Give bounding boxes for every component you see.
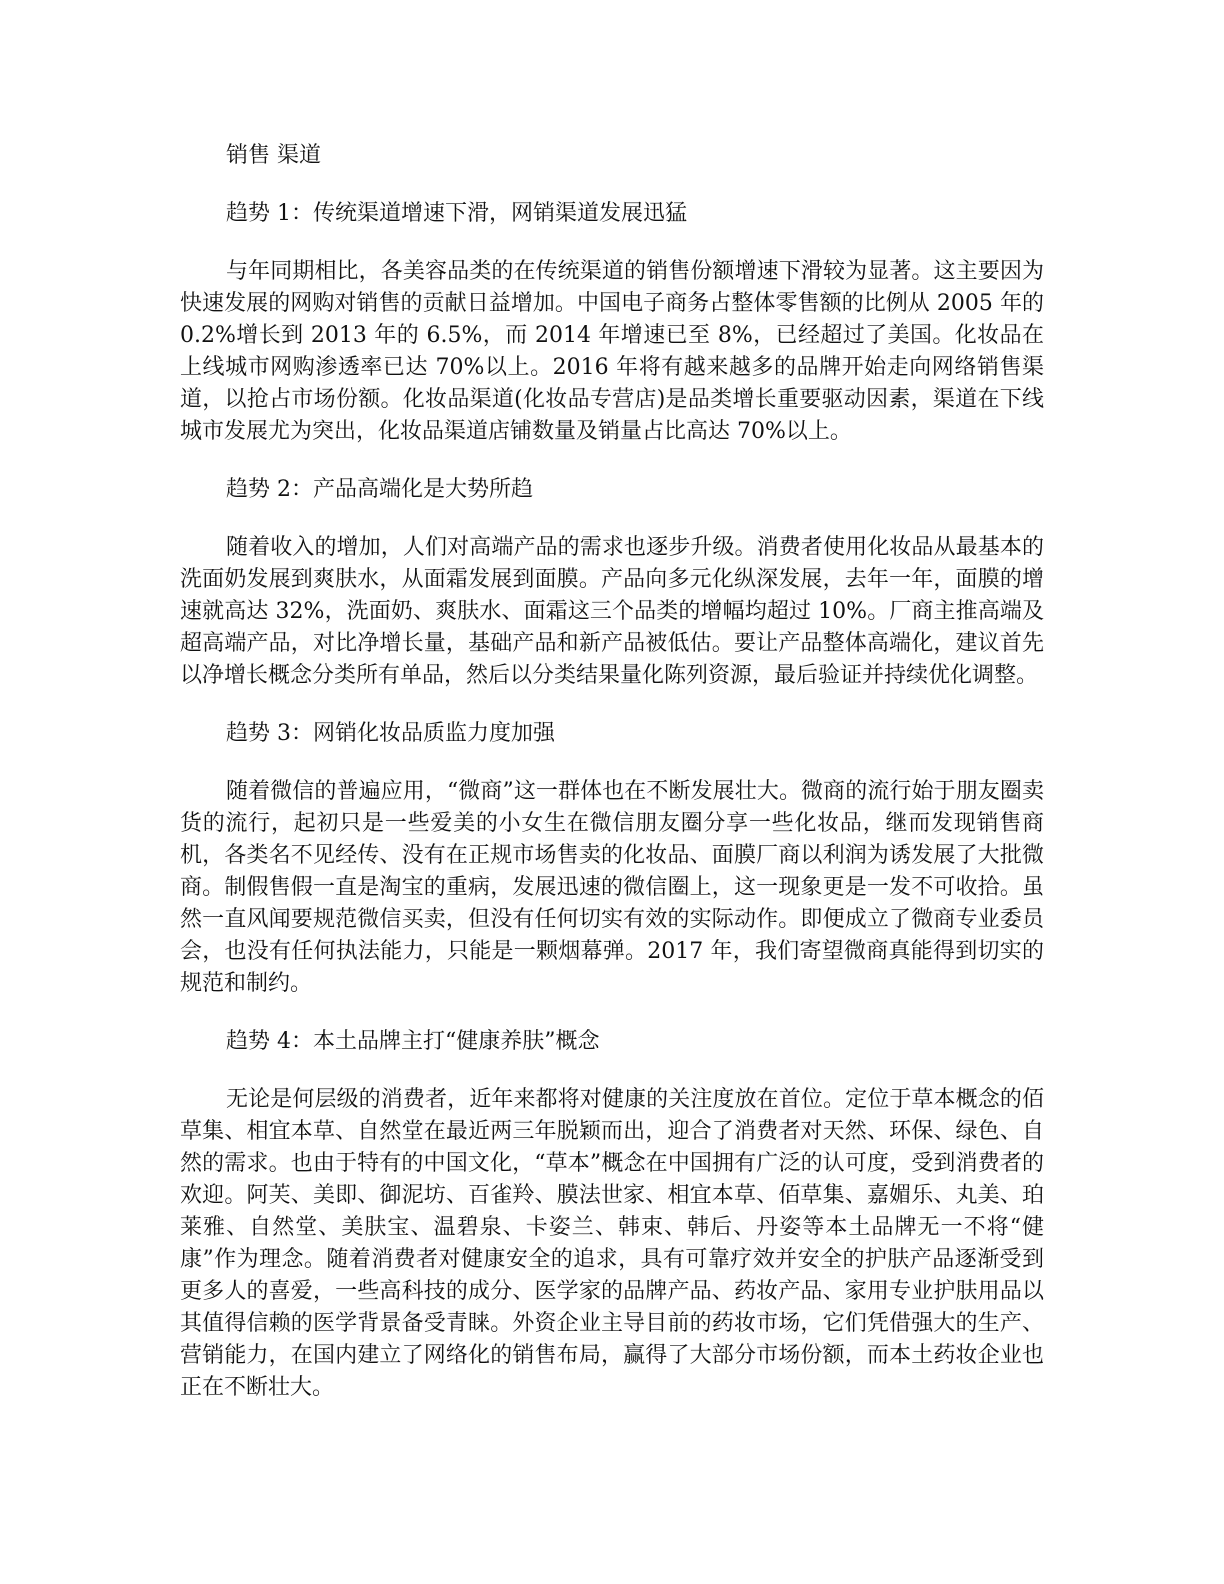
trend-1-body: 与年同期相比，各美容品类的在传统渠道的销售份额增速下滑较为显著。这主要因为快速发展的网购对销售的贡献日益增加。中国电子商务占整体零售额的比例从 2005 年的 0.2%增长到 2013 年的 6.5%，而 2014 年增速已至 8%，已经超过了美国。化妆品在上线城市网购渗透率已达 70%以上。2016 年将有越来越多的品牌开始走向网络销售渠道，以抢占市场份额。化妆品渠道(化妆品专营店)是品类增长重要驱动因素，渠道在下线城市发展尤为突出，化妆品渠道店铺数量及销量占比高达 70%以上。 [180, 259, 1044, 444]
trend-2-heading: 趋势 2：产品高端化是大势所趋 [226, 477, 533, 502]
trend-3-body: 随着微信的普遍应用，“微商”这一群体也在不断发展壮大。微商的流行始于朋友圈卖货的流行，起初只是一些爱美的小女生在微信朋友圈分享一些化妆品，继而发现销售商机，各类名不见经传、没有在正规市场售卖的化妆品、面膜厂商以利润为诱发展了大批微商。制假售假一直是淘宝的重病，发展迅速的微信圈上，这一现象更是一发不可收拾。虽然一直风闻要规范微信买卖，但没有任何切实有效的实际动作。即便成立了微商专业委员会，也没有任何执法能力，只能是一颗烟幕弹。2017 年，我们寄望微商真能得到切实的规范和制约。 [180, 779, 1044, 996]
trend-4-body: 无论是何层级的消费者，近年来都将对健康的关注度放在首位。定位于草本概念的佰草集、相宜本草、自然堂在最近两三年脱颖而出，迎合了消费者对天然、环保、绿色、自然的需求。也由于特有的中国文化，“草本”概念在中国拥有广泛的认可度，受到消费者的欢迎。阿芙、美即、御泥坊、百雀羚、膜法世家、相宜本草、佰草集、嘉媚乐、丸美、珀莱雅、自然堂、美肤宝、温碧泉、卡姿兰、韩束、韩后、丹姿等本土品牌无一不将“健康”作为理念。随着消费者对健康安全的追求，具有可靠疗效并安全的护肤产品逐渐受到更多人的喜爱，一些高科技的成分、医学家的品牌产品、药妆产品、家用专业护肤用品以其值得信赖的医学背景备受青睐。外资企业主导目前的药妆市场，它们凭借强大的生产、营销能力，在国内建立了网络化的销售布局，赢得了大部分市场份额，而本土药妆企业也正在不断壮大。 [180, 1087, 1044, 1400]
trend-4-heading: 趋势 4：本土品牌主打“健康养肤”概念 [226, 1029, 600, 1054]
trend-1-heading: 趋势 1：传统渠道增速下滑，网销渠道发展迅猛 [226, 201, 687, 226]
section-title: 销售 渠道 [226, 143, 321, 168]
trend-3-heading: 趋势 3：网销化妆品质监力度加强 [226, 721, 555, 746]
document-page [180, 140, 1044, 1430]
trend-2-body: 随着收入的增加，人们对高端产品的需求也逐步升级。消费者使用化妆品从最基本的洗面奶发展到爽肤水，从面霜发展到面膜。产品向多元化纵深发展，去年一年，面膜的增速就高达 32%，洗面奶、爽肤水、面霜这三个品类的增幅均超过 10%。厂商主推高端及超高端产品，对比净增长量，基础产品和新产品被低估。要让产品整体高端化，建议首先以净增长概念分类所有单品，然后以分类结果量化陈列资源，最后验证并持续优化调整。 [180, 535, 1044, 688]
